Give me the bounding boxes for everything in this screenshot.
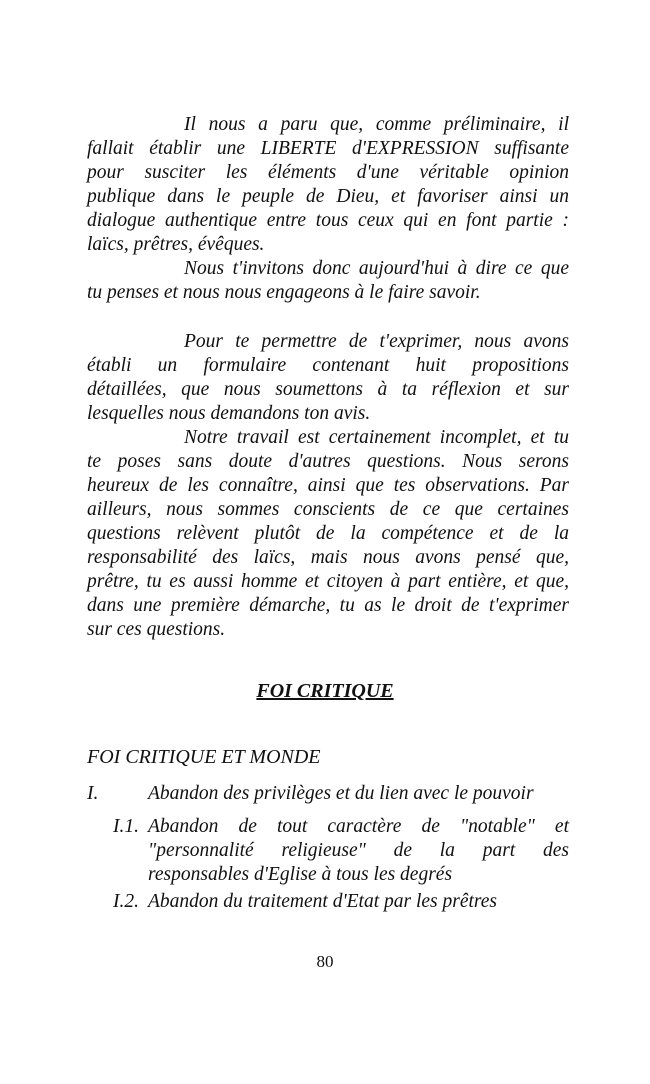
text-line: "personnalité religieuse" de la part des: [148, 840, 569, 861]
text-line: dialogue authentique entre tous ceux qui en font partie :: [87, 210, 569, 231]
text-line: laïcs, prêtres, évêques.: [87, 234, 265, 255]
text-line: dans une première démarche, tu as le droit de t'exprimer: [87, 595, 569, 616]
text-line: tu penses et nous nous engageons à le faire savoir.: [87, 282, 481, 303]
item-text: [148, 815, 569, 887]
section-heading: FOI CRITIQUE: [256, 680, 394, 702]
text-line: Nous t'invitons donc aujourd'hui à dire ce que: [184, 258, 569, 279]
text-line: Abandon du traitement d'Etat par les prêtres: [148, 891, 498, 912]
item-number: I.1.: [113, 816, 139, 837]
text-line: pour susciter les éléments d'une véritable opinion: [87, 162, 569, 183]
text-line: détaillées, que nous soumettons à ta réflexion et sur: [87, 379, 569, 400]
text-line: responsables d'Eglise à tous les degrés: [148, 864, 453, 885]
text-line: sur ces questions.: [87, 619, 226, 640]
paragraph: [87, 257, 569, 305]
text-line: Il nous a paru que, comme préliminaire, il: [184, 114, 569, 135]
text-line: Abandon des privilèges et du lien avec le pouvoir: [148, 783, 534, 804]
text-line: responsabilité des laïcs, mais nous avons pensé que,: [87, 547, 569, 568]
item-number: I.2.: [113, 891, 139, 912]
paragraph: [87, 113, 569, 257]
text-line: Pour te permettre de t'exprimer, nous avons: [184, 331, 569, 352]
item-text: [148, 890, 568, 914]
text-line: te poses sans doute d'autres questions. Nous serons: [87, 451, 569, 472]
text-line: établi un formulaire contenant huit propositions: [87, 355, 569, 376]
text-line: ailleurs, nous sommes conscients de ce que certaines: [87, 499, 569, 520]
text-line: publique dans le peuple de Dieu, et favoriser ainsi un: [87, 186, 569, 207]
text-line: lesquelles nous demandons ton avis.: [87, 403, 371, 424]
item-number: I.: [87, 783, 99, 804]
page-number: 80: [316, 952, 334, 971]
paragraph: [87, 330, 569, 426]
text-line: Abandon de tout caractère de "notable" et: [148, 816, 569, 837]
paragraph: [87, 426, 569, 642]
text-line: fallait établir une LIBERTE d'EXPRESSION suffisante: [87, 138, 569, 159]
text-line: prêtre, tu es aussi homme et citoyen à part entière, et que,: [87, 571, 569, 592]
section-title: FOI CRITIQUE ET MONDE: [87, 746, 321, 768]
text-line: questions relèvent plutôt de la compétence et de la: [87, 523, 569, 544]
item-text: [148, 782, 568, 806]
text-line: heureux de les connaître, ainsi que tes observations. Par: [87, 475, 569, 496]
text-line: Notre travail est certainement incomplet, et tu: [184, 427, 569, 448]
